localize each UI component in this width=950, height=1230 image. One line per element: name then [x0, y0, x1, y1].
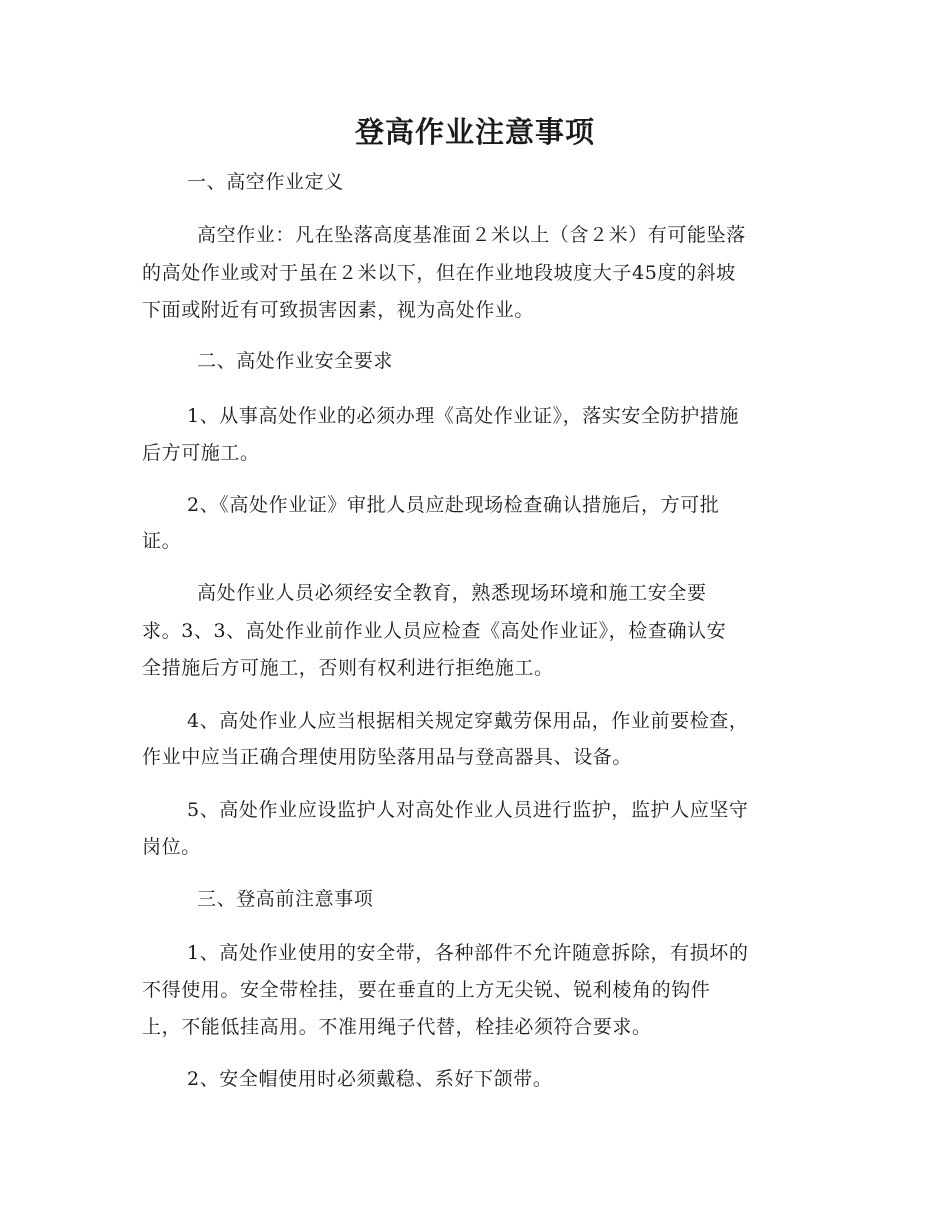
paragraph-line: 不得使用。安全带栓挂，要在垂直的上方无尖锐、锐利棱角的钩件 [142, 979, 711, 1001]
paragraph-line: 2、《高处作业证》审批人员应赴现场检查确认措施后，方可批 [187, 494, 720, 516]
section-heading: 一、高空作业定义 [187, 171, 344, 193]
paragraph-line: 1、从事高处作业的必须办理《高处作业证》，落实安全防护措施 [187, 405, 739, 427]
document-title: 登高作业注意事项 [354, 115, 595, 149]
section-heading: 三、登高前注意事项 [197, 888, 374, 910]
paragraph-line: 全措施后方可施工，否则有权利进行拒绝施工。 [142, 657, 554, 679]
paragraph-line: 高空作业：凡在坠落高度基准面２米以上（含２米）有可能坠落 [197, 224, 746, 246]
paragraph-line: 作业中应当正确合理使用防坠落用品与登高器具、设备。 [142, 746, 633, 768]
paragraph-line: 2、安全帽使用时必须戴稳、系好下颌带。 [187, 1068, 553, 1090]
paragraph-line: 4、高处作业人应当根据相关规定穿戴劳保用品，作业前要检查， [187, 710, 749, 732]
paragraph-line: 高处作业人员必须经安全教育，熟悉现场环境和施工安全要 [197, 582, 707, 604]
paragraph-line: 的高处作业或对于虽在２米以下，但在作业地段坡度大子45度的斜坡 [142, 262, 736, 284]
paragraph-line: 5、高处作业应设监护人对高处作业人员进行监护，监护人应坚守 [187, 799, 749, 821]
paragraph-line: 求。3、3、高处作业前作业人员应检查《高处作业证》，检查确认安 [142, 620, 727, 642]
paragraph-line: 下面或附近有可致损害因素，视为高处作业。 [142, 299, 535, 321]
section-heading: 二、高处作业安全要求 [197, 350, 394, 372]
paragraph-line: 1、高处作业使用的安全带，各种部件不允许随意拆除，有损坏的 [187, 942, 749, 964]
paragraph-line: 上，不能低挂高用。不准用绳子代替，栓挂必须符合要求。 [142, 1016, 652, 1038]
paragraph-line: 证。 [142, 530, 182, 552]
paragraph-line: 后方可施工。 [142, 442, 260, 464]
paragraph-line: 岗位。 [142, 836, 201, 858]
